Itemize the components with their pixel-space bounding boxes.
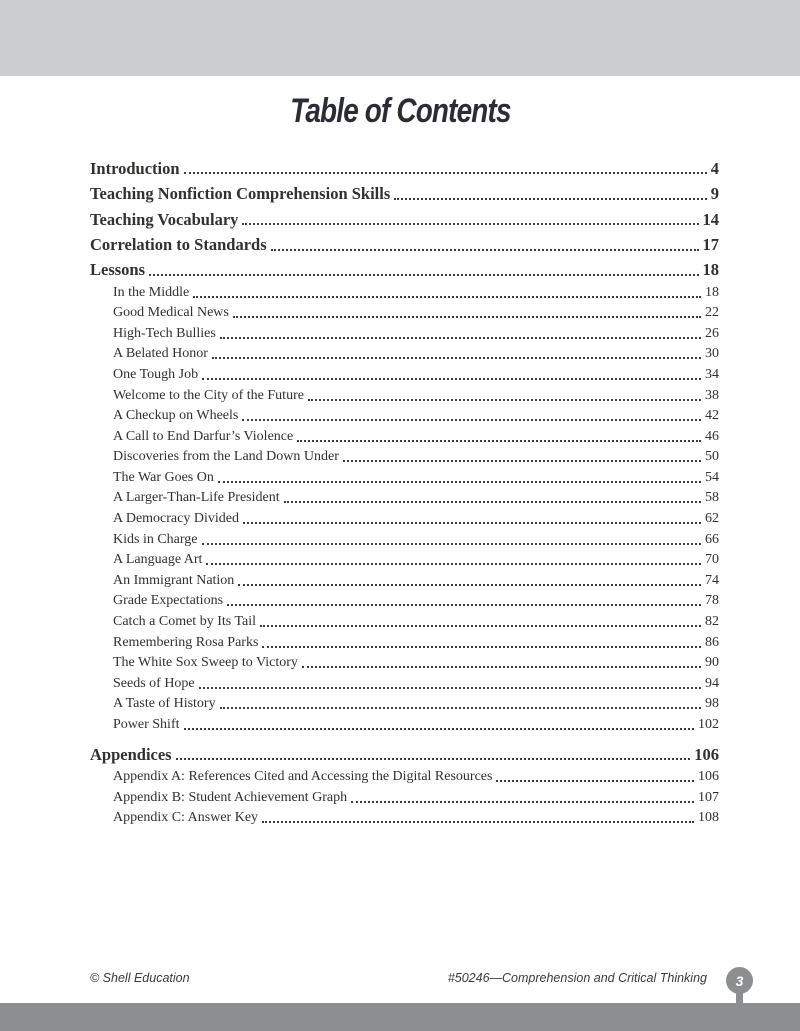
toc-entry (90, 283, 719, 304)
toc-entry-page: 54 (705, 469, 719, 485)
toc-entry (90, 742, 719, 767)
toc-entry-page: 17 (702, 235, 719, 255)
dot-leader (202, 378, 701, 380)
toc-entry-page: 70 (705, 552, 719, 568)
toc-entry (90, 509, 719, 530)
toc-entry-title: Teaching Vocabulary (90, 209, 239, 229)
dot-leader (220, 337, 701, 339)
page-number-badge (726, 967, 753, 994)
dot-leader (262, 821, 694, 823)
toc-entry-title: Lessons (90, 260, 146, 280)
toc-entry-title: Appendix C: Answer Key (113, 810, 259, 826)
toc-entry (90, 181, 719, 206)
toc-entry-title: Correlation to Standards (90, 235, 267, 255)
dot-leader (343, 460, 701, 462)
toc-entry (90, 654, 719, 675)
toc-entry-page: 46 (705, 428, 719, 444)
toc-entry-title: A Taste of History (113, 696, 216, 712)
dot-leader (302, 666, 701, 668)
toc-entry-title: A Belated Honor (113, 346, 208, 362)
toc-entry-page: 86 (705, 634, 719, 650)
footer-book-id: #50246—Comprehension and Critical Thinking (447, 971, 707, 985)
toc-entry (90, 407, 719, 428)
toc-entry-title: Appendix B: Student Achievement Graph (113, 789, 348, 805)
toc-entry-title: Remembering Rosa Parks (113, 634, 259, 650)
toc-entry (90, 530, 719, 551)
toc-entry-page: 108 (698, 810, 719, 826)
toc-entry-page: 18 (702, 260, 719, 280)
dot-leader (227, 604, 701, 606)
dot-leader (193, 296, 701, 298)
toc-entry-title: The War Goes On (113, 469, 214, 485)
toc-entry (90, 695, 719, 716)
toc-entry-page: 94 (705, 675, 719, 691)
toc-entry (90, 468, 719, 489)
toc-entry-page: 18 (705, 284, 719, 300)
dot-leader (220, 707, 701, 709)
toc-entry (90, 427, 719, 448)
toc-entry (90, 304, 719, 325)
toc-entry (90, 674, 719, 695)
toc-entry (90, 592, 719, 613)
toc-entry (90, 767, 719, 788)
toc-entry-page: 82 (705, 614, 719, 630)
dot-leader (218, 481, 701, 483)
toc-entry-page: 98 (705, 696, 719, 712)
dot-leader (202, 543, 701, 545)
toc-entry (90, 386, 719, 407)
toc-entry-page: 34 (705, 366, 719, 382)
dot-leader (149, 274, 698, 276)
toc-entry-page: 106 (694, 744, 719, 764)
toc-entry-page: 78 (705, 593, 719, 609)
toc-entry-title: Kids in Charge (113, 531, 198, 547)
toc-entry-title: Welcome to the City of the Future (113, 387, 304, 403)
toc-entry-title: Appendices (90, 744, 172, 764)
toc-entry (90, 612, 719, 633)
dot-leader (496, 780, 694, 782)
dot-leader (176, 758, 691, 760)
dot-leader (242, 419, 701, 421)
toc-entry-title: Grade Expectations (113, 593, 224, 609)
header-bar (0, 0, 800, 76)
toc-entry (90, 551, 719, 572)
toc-entry (90, 324, 719, 345)
dot-leader (184, 728, 695, 730)
dot-leader (199, 687, 701, 689)
dot-leader (233, 316, 701, 318)
toc-entry (90, 809, 719, 830)
toc-entry-title: Discoveries from the Land Down Under (113, 449, 339, 465)
toc-entry-page: 22 (705, 305, 719, 321)
dot-leader (260, 625, 701, 627)
toc-entry (90, 345, 719, 366)
page-number: 3 (735, 972, 744, 989)
toc-entry-page: 50 (705, 449, 719, 465)
toc-entry-title: Power Shift (113, 717, 180, 733)
toc-entry-title: Teaching Nonfiction Comprehension Skills (90, 184, 391, 204)
toc-entry-page: 4 (710, 158, 719, 178)
dot-leader (308, 399, 701, 401)
toc-entry-title: High-Tech Bullies (113, 325, 216, 341)
footer-publisher: © Shell Education (90, 971, 190, 985)
toc-entry-page: 26 (705, 325, 719, 341)
toc-entry-page: 30 (705, 346, 719, 362)
toc-entry-page: 62 (705, 511, 719, 527)
toc-entry (90, 788, 719, 809)
toc-entry-page: 102 (698, 717, 719, 733)
toc-entry-title: Seeds of Hope (113, 675, 195, 691)
dot-leader (271, 249, 699, 251)
toc-entry (90, 258, 719, 283)
dot-leader (243, 522, 701, 524)
toc-entry-title: A Checkup on Wheels (113, 408, 239, 424)
toc-entry-title: The White Sox Sweep to Victory (113, 655, 298, 671)
toc-entry (90, 715, 719, 736)
dot-leader (184, 172, 707, 174)
dot-leader (212, 357, 701, 359)
toc-entry-title: Appendix A: References Cited and Accessing the Digital Resources (113, 769, 493, 784)
toc-entry (90, 571, 719, 592)
toc-entry-title: A Language Art (113, 552, 203, 568)
dot-leader (297, 440, 701, 442)
toc-entry (90, 489, 719, 510)
dot-leader (284, 501, 701, 503)
toc-entry-title: Introduction (90, 158, 180, 178)
toc-entry-page: 14 (702, 209, 719, 229)
dot-leader (394, 198, 706, 200)
toc-list (90, 156, 719, 829)
toc-entry-title: Catch a Comet by Its Tail (113, 614, 257, 630)
toc-entry (90, 207, 719, 232)
toc-entry-title: An Immigrant Nation (113, 572, 235, 588)
toc-entry-title: A Larger-Than-Life President (113, 490, 280, 506)
dot-leader (351, 801, 694, 803)
toc-entry-title: One Tough Job (113, 366, 199, 382)
dot-leader (242, 223, 698, 225)
dot-leader (206, 563, 701, 565)
toc-entry-title: A Call to End Darfur’s Violence (113, 428, 294, 444)
toc-entry-page: 90 (705, 655, 719, 671)
toc-entry-page: 9 (710, 184, 719, 204)
toc-entry-page: 66 (705, 531, 719, 547)
toc-entry (90, 156, 719, 181)
dot-leader (262, 646, 701, 648)
toc-entry-page: 38 (705, 387, 719, 403)
toc-entry-page: 106 (698, 769, 719, 784)
toc-entry (90, 232, 719, 257)
toc-entry-page: 58 (705, 490, 719, 506)
toc-entry-page: 42 (705, 408, 719, 424)
toc-entry (90, 633, 719, 654)
toc-entry-title: A Democracy Divided (113, 511, 239, 527)
toc-entry-title: In the Middle (113, 284, 190, 300)
page-title-text: Table of Contents (289, 92, 511, 130)
footer-bar (0, 1003, 800, 1031)
dot-leader (238, 584, 701, 586)
toc-entry (90, 448, 719, 469)
toc-entry-page: 107 (698, 789, 719, 805)
page-title (0, 92, 800, 131)
toc-entry-title: Good Medical News (113, 305, 229, 321)
toc-entry-page: 74 (705, 572, 719, 588)
toc-entry (90, 365, 719, 386)
